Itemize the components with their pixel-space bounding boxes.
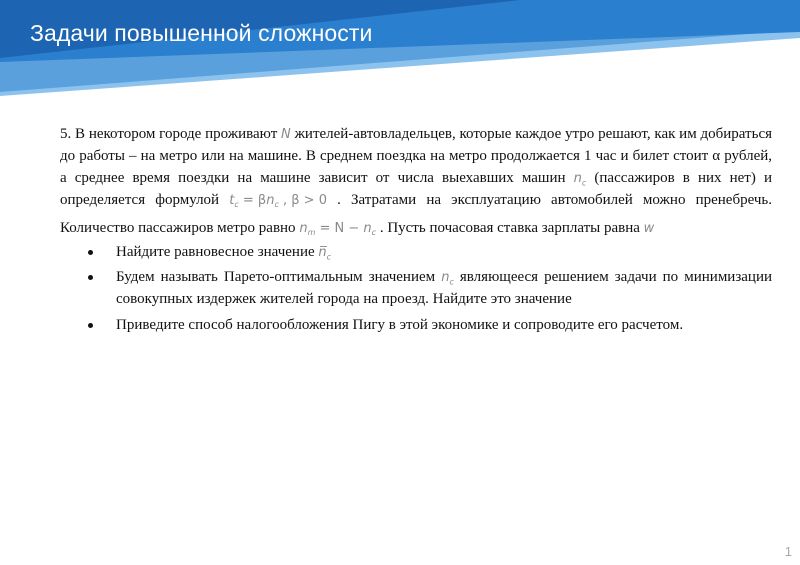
formula-car-time: $t_c = \beta n_c$ , β > 0: [229, 192, 327, 209]
problem-text-5: . Пусть почасовая ставка зарплаты равна: [376, 219, 644, 236]
var-nc: $n_c$: [573, 170, 587, 188]
task-list: [60, 242, 772, 338]
var-pareto-nc: $n_c$: [441, 270, 454, 288]
problem-text-4: . Затратами на эксплуатацию автомобилей можно пренебречь. Количество пассажиров метро равно: [60, 191, 772, 236]
var-equilibrium-nc: $n̅_c$: [318, 244, 332, 262]
list-item: Будем называть Парето-оптимальным значением $n_c$ являющееся решением задачи по минимизации совокупных издержек жителей города на проезд. Найдите это значение: [60, 267, 772, 311]
var-n-total: N: [281, 127, 291, 142]
bullet-dot: [88, 323, 93, 328]
page-title: Задачи повышенной сложности: [30, 20, 373, 46]
formula-metro-passengers: $n_m = N - n_c$: [299, 220, 377, 237]
bullet-dot: [88, 250, 93, 255]
problem-text-1: 5. В некотором городе проживают: [60, 126, 282, 142]
problem-text-2: жителей-автовладельцев, которые каждое утро решают, как им добираться до работы – на метро или на машине. В среднем поездка на метро продолжается 1 час и билет стоит α рублей, а среднее время поездки на машине зависит от числа выехавших машин: [60, 126, 773, 186]
problem-text-3: (пассажиров в них нет) и определяется формулой: [60, 169, 772, 208]
title-banner: [0, 0, 800, 100]
slide-content: [60, 124, 772, 341]
list-item: Найдите равновесное значение $n̅_c$: [60, 242, 772, 264]
page-number: 1: [784, 544, 792, 559]
var-wage: w: [643, 220, 655, 236]
problem-statement: [60, 124, 772, 240]
list-item: Приведите способ налогообложения Пигу в этой экономике и сопроводите его расчетом.: [60, 315, 772, 337]
bullet-dot: [88, 275, 93, 280]
